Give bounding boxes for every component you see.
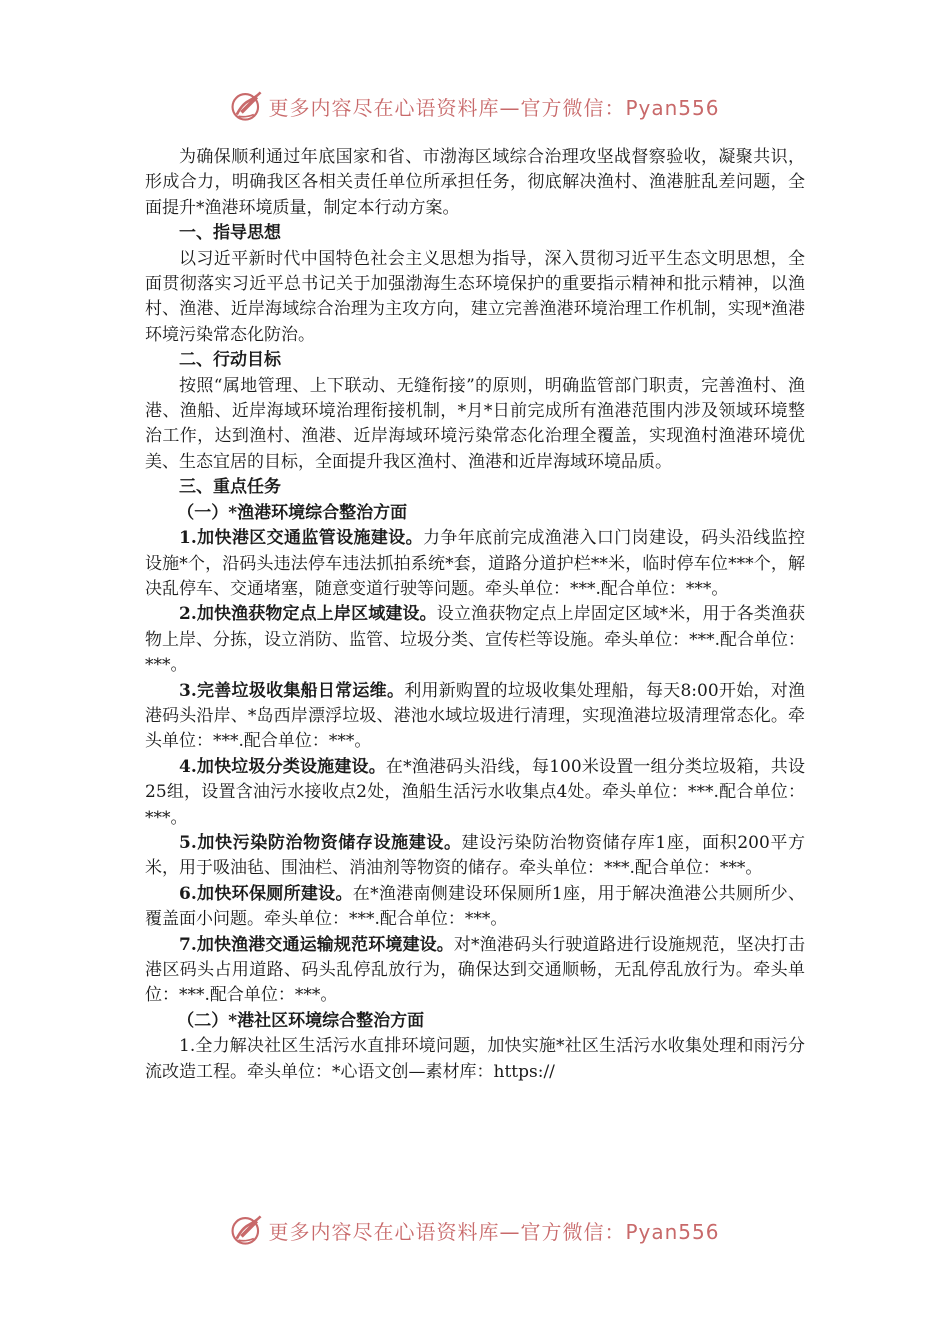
footer-banner (0, 1210, 950, 1250)
subsection-2-heading: （二）*港社区环境综合整治方面 (177, 1010, 425, 1031)
task-item-text: 在*渔港码头沿线，每100米设置一组分类垃圾箱，共设25组，设置含油污水接收点2处，渔船生活污水收集点4处。牵头单位：***.配合单位：***。 (145, 756, 805, 828)
header-banner (0, 86, 950, 126)
section-1-heading: 一、指导思想 (179, 223, 281, 244)
task-item-title: 4.加快垃圾分类设施建设。 (179, 756, 386, 777)
task-item (145, 933, 805, 1009)
task-item (145, 882, 805, 933)
task-item-text: 设立渔获物定点上岸固定区域*米，用于各类渔获物上岸、分拣，设立消防、监管、垃圾分类、宣传栏等设施。牵头单位：***.配合单位：***。 (145, 604, 806, 676)
document-body (145, 145, 805, 1085)
task-item (145, 602, 805, 678)
task-item-text: 在*渔港南侧建设环保厕所1座，用于解决渔港公共厕所少、覆盖面小问题。牵头单位：***.配合单位：***。 (145, 883, 805, 930)
intro-paragraph: 为确保顺利通过年底国家和省、市渤海区域综合治理攻坚战督察验收，凝聚共识，形成合力，明确我区各相关责任单位所承担任务，彻底解决渔村、渔港脏乱差问题，全面提升*渔港环境质量，制定本行动方案。 (145, 147, 805, 218)
task-item (145, 831, 805, 882)
section-2-body: 按照“属地管理、上下联动、无缝衔接”的原则，明确监管部门职责，完善渔村、渔港、渔船、近岸海域环境治理衔接机制，*月*日前完成所有渔港范围内涉及领域环境整治工作，达到渔村、渔港、近岸海域环境污染常态化治理全覆盖，实现渔村渔港环境优美、生态宜居的目标，全面提升我区渔村、渔港和近岸海域环境品质。 (145, 375, 805, 472)
task-item (145, 679, 805, 755)
task-item-title: 3.完善垃圾收集船日常运维。 (179, 680, 405, 701)
task-item-text: 对*渔港码头行驶道路进行设施规范，坚决打击港区码头占用道路、码头乱停乱放行为，确保达到交通顺畅，无乱停乱放行为。牵头单位：***.配合单位：***。 (145, 934, 805, 1006)
task-item-title: 2.加快渔获物定点上岸区域建设。 (179, 604, 437, 625)
section-3-heading: 三、重点任务 (179, 477, 281, 498)
banner-text: 更多内容尽在心语资料库—官方微信：Pyan556 (268, 1219, 720, 1244)
pen-logo-icon (230, 89, 264, 123)
section-1-body: 以习近平新时代中国特色社会主义思想为指导，深入贯彻习近平生态文明思想，全面贯彻落实习近平总书记关于加强渤海生态环境保护的重要指示精神和批示精神，以渔村、渔港、近岸海域综合治理为主攻方向，建立完善渔港环境治理工作机制，实现*渔港环境污染常态化防治。 (145, 248, 805, 345)
task-item-title: 1.加快港区交通监管设施建设。 (179, 528, 424, 549)
task-item-title: 6.加快环保厕所建设。 (179, 883, 353, 904)
task-item-text: 力争年底前完成渔港入口门岗建设，码头沿线监控设施*个，沿码头违法停车违法抓拍系统*套，道路分道护栏**米，临时停车位***个，解决乱停车、交通堵塞，随意变道行驶等问题。牵头单位：***.配合单位：***。 (145, 528, 805, 599)
subsection-2-item-1: 1.全力解决社区生活污水直排环境问题，加快实施*社区生活污水收集处理和雨污分流改造工程。牵头单位：*心语文创—素材库：https:// (145, 1036, 805, 1082)
task-item-title: 7.加快渔港交通运输规范环境建设。 (179, 934, 454, 955)
pen-logo-icon (230, 1213, 264, 1247)
section-2-heading: 二、行动目标 (179, 350, 281, 371)
task-item-text: 利用新购置的垃圾收集处理船，每天8:00开始，对渔港码头沿岸、*岛西岸漂浮垃圾、港池水域垃圾进行清理，实现渔港垃圾清理常态化。牵头单位：***.配合单位：***。 (145, 680, 805, 752)
task-item (145, 526, 805, 602)
task-item (145, 755, 805, 831)
subsection-1-heading: （一）*渔港环境综合整治方面 (177, 502, 408, 523)
task-item-title: 5.加快污染防治物资储存设施建设。 (179, 832, 462, 853)
task-item-text: 建设污染防治物资储存库1座，面积200平方米，用于吸油毡、围油栏、消油剂等物资的储存。牵头单位：***.配合单位：***。 (145, 832, 805, 879)
banner-text: 更多内容尽在心语资料库—官方微信：Pyan556 (268, 95, 720, 120)
